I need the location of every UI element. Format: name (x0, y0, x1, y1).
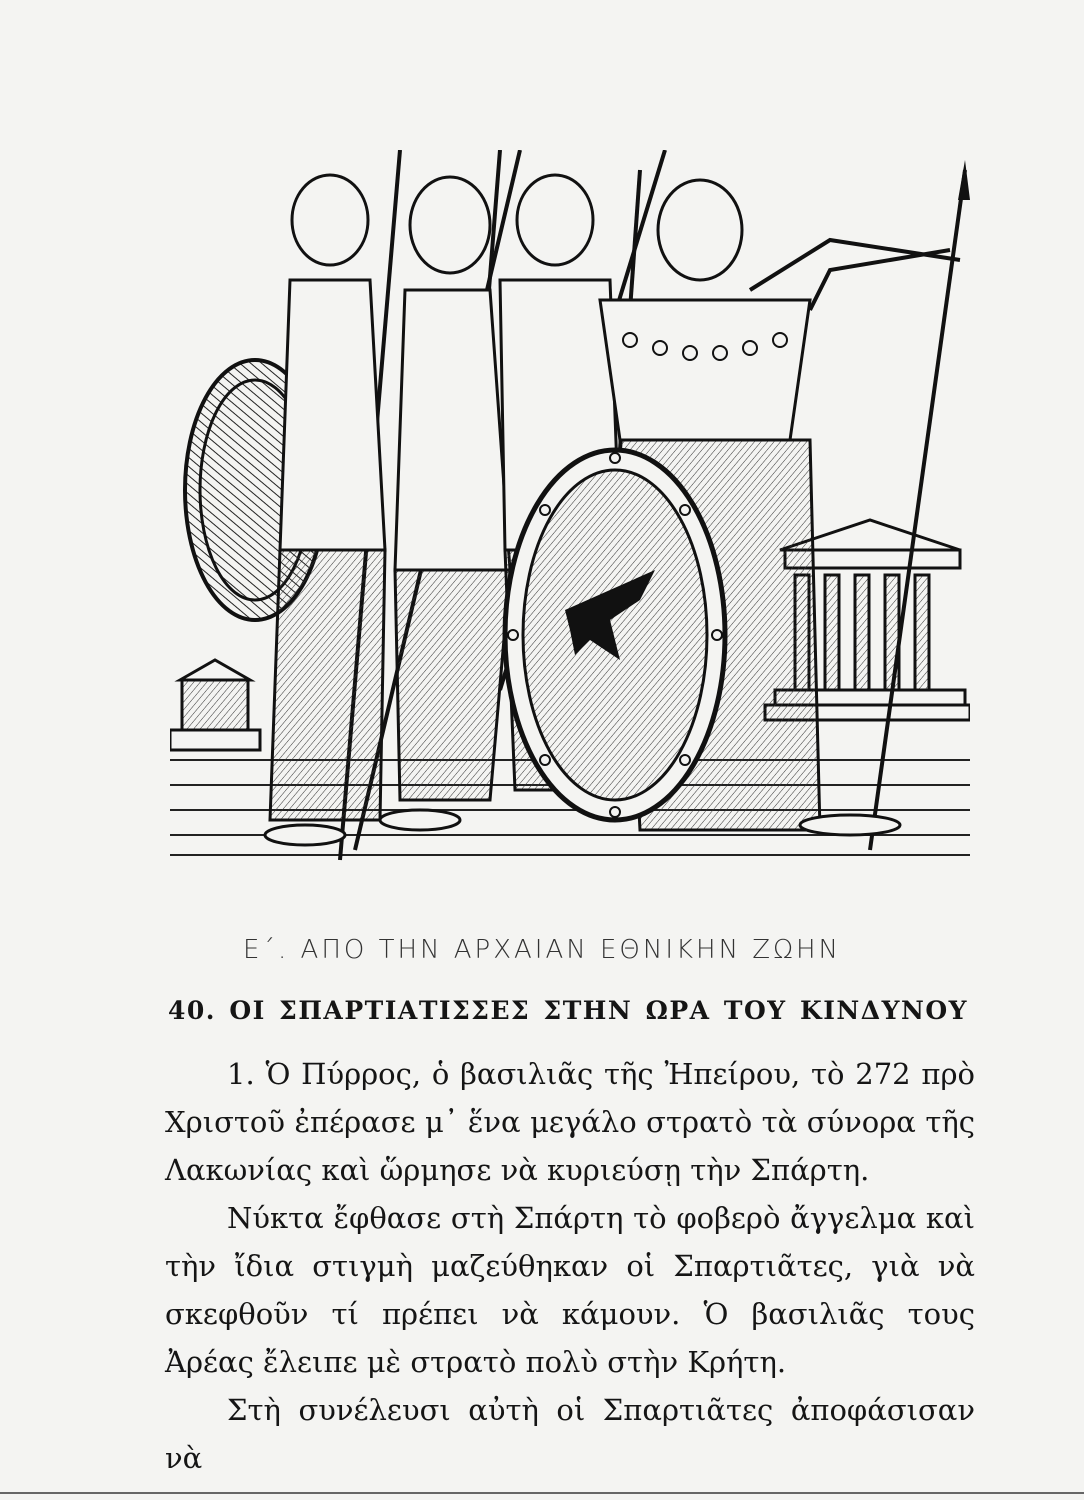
body-text (165, 1050, 975, 1482)
section-heading: Ε΄. ΑΠΟ ΤΗΝ ΑΡΧΑΙΑΝ ΕΘΝΙΚΗΝ ΖΩΗΝ (243, 935, 841, 965)
title-word: ΣΤΗΝ (543, 996, 633, 1025)
title-word: ΩΡΑ (645, 996, 711, 1025)
paragraph: Στὴ συνέλευσι αὐτὴ οἱ Σπαρτιᾶτες ἀποφάσισαν νὰ (165, 1393, 975, 1475)
illustration (170, 150, 970, 875)
title-word: ΚΙΝΔΥΝΟΥ (799, 996, 968, 1025)
paragraph: 1. Ὁ Πύρρος, ὁ βασιλιᾶς τῆς Ἠπείρου, τὸ 272 πρὸ Χριστοῦ ἐπέρασε μ᾿ ἕνα μεγάλο στρατὸ τὰ σύνορα τῆς Λακωνίας καὶ ὥρμησε νὰ κυριεύσῃ τὴν Σπάρτη. (165, 1057, 975, 1187)
title-word: ΟΙ (229, 996, 266, 1025)
spartan-women-engraving (170, 150, 970, 875)
lesson-title (168, 996, 968, 1025)
lesson-number: 40. (168, 996, 216, 1025)
page-edge (0, 1492, 1084, 1494)
title-word: ΤΟΥ (723, 996, 787, 1025)
paragraph: Νύκτα ἔφθασε στὴ Σπάρτη τὸ φοβερὸ ἄγγελμα καὶ τὴν ἴδια στιγμὴ μαζεύθηκαν οἱ Σπαρτιᾶτες, γιὰ νὰ σκεφθοῦν τί πρέπει νὰ κάμουν. Ὁ βασιλιᾶς τους Ἀρέας ἔλειπε μὲ στρατὸ πολὺ στὴν Κρήτη. (165, 1201, 975, 1379)
title-word: ΣΠΑΡΤΙΑΤΙΣΣΕΣ (279, 996, 531, 1025)
